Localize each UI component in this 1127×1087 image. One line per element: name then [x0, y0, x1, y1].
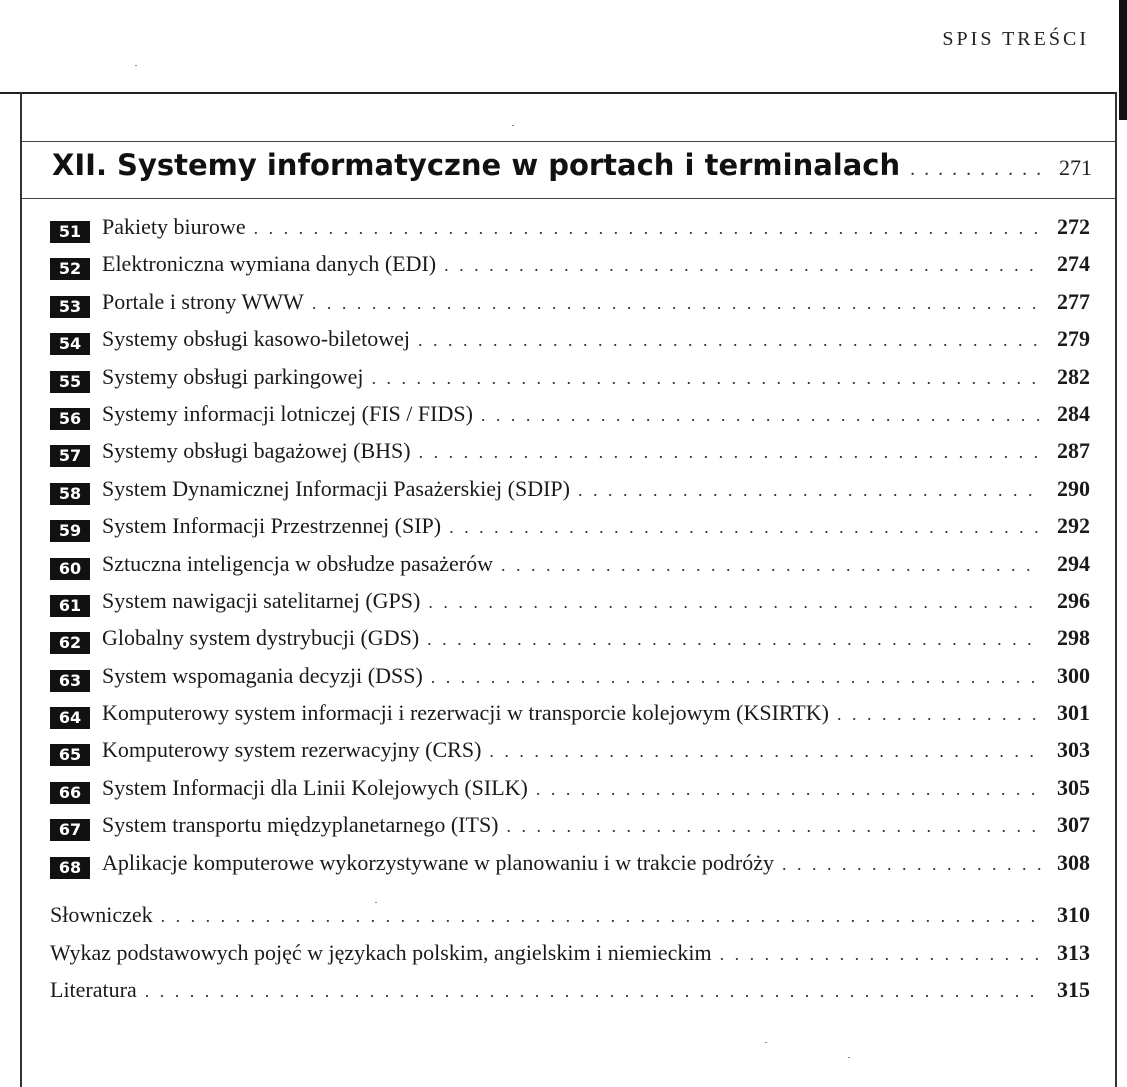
section-number-badge: 63 [50, 670, 90, 692]
scan-speck [135, 65, 137, 66]
toc-entry[interactable] [50, 289, 1090, 326]
section-number-badge: 57 [50, 445, 90, 467]
section-number-badge: 60 [50, 558, 90, 580]
toc-entry-title: System Informacji dla Linii Kolejowych (SILK) [102, 774, 528, 800]
toc-entry[interactable] [50, 476, 1090, 513]
toc-entry-title: Komputerowy system rezerwacyjny (CRS) [102, 737, 482, 763]
toc-entry-page: 300 [1057, 662, 1090, 688]
dot-leader [145, 981, 1042, 1002]
back-matter-title: Wykaz podstawowych pojęć w językach polskim, angielskim i niemieckim [50, 939, 712, 965]
toc-entry-title: System nawigacji satelitarnej (GPS) [102, 587, 421, 613]
toc-entry[interactable] [50, 513, 1090, 550]
dot-leader [489, 741, 1042, 762]
header-rule [0, 92, 1115, 94]
dot-leader [161, 906, 1042, 927]
section-number-badge: 51 [50, 221, 90, 243]
section-number-badge: 58 [50, 483, 90, 505]
section-number-badge: 62 [50, 632, 90, 654]
toc-entry[interactable] [50, 438, 1090, 475]
dot-leader [419, 442, 1042, 463]
back-matter-page: 310 [1057, 902, 1090, 927]
dot-leader [372, 368, 1042, 389]
toc-entry[interactable] [50, 251, 1090, 288]
back-matter-title: Słowniczek [50, 902, 153, 927]
section-number-badge: 52 [50, 258, 90, 280]
toc-entry-title: System transportu międzyplanetarnego (ITS) [102, 812, 499, 838]
dot-leader [536, 779, 1042, 800]
toc-entry[interactable] [50, 625, 1090, 662]
dot-leader [507, 816, 1042, 837]
toc-entry[interactable] [50, 364, 1090, 401]
toc-entry-title: System Informacji Przestrzennej (SIP) [102, 513, 442, 539]
section-number-badge: 67 [50, 819, 90, 841]
chapter-title: XII. Systemy informatyczne w portach i terminalach [52, 148, 901, 182]
scan-speck [512, 125, 514, 126]
dot-leader [428, 592, 1042, 613]
toc-entry-page: 303 [1057, 737, 1090, 763]
toc-entry-page: 290 [1057, 475, 1090, 501]
toc-entry-page: 287 [1057, 438, 1090, 464]
dot-leader [837, 704, 1042, 725]
toc-entry-title: Elektroniczna wymiana danych (EDI) [102, 251, 437, 277]
toc-entry[interactable] [50, 775, 1090, 812]
toc-entry-title: Portale i strony WWW [102, 288, 304, 314]
toc-entry-page: 277 [1057, 288, 1090, 314]
toc-entry[interactable] [50, 551, 1090, 588]
toc-entry-page: 292 [1057, 513, 1090, 539]
section-number-badge: 66 [50, 782, 90, 804]
toc-entry-title: Systemy informacji lotniczej (FIS / FIDS) [102, 400, 473, 426]
section-number-badge: 68 [50, 857, 90, 879]
chapter-page-number: 271 [1059, 155, 1092, 180]
dot-leader [444, 255, 1042, 276]
frame-left-border [20, 92, 22, 1087]
toc-entry-title: Aplikacje komputerowe wykorzystywane w planowaniu i w trakcie podróży [102, 849, 775, 875]
scan-speck [375, 902, 377, 903]
toc-entry-title: Systemy obsługi bagażowej (BHS) [102, 438, 411, 464]
scan-speck [765, 1042, 767, 1043]
running-head: SPIS TREŚCI [942, 28, 1089, 50]
section-number-badge: 56 [50, 408, 90, 430]
toc-entry-page: 307 [1057, 812, 1090, 838]
dot-leader [910, 158, 1049, 181]
dot-leader [720, 944, 1042, 965]
toc-entry[interactable] [50, 588, 1090, 625]
toc-entry-title: Systemy obsługi parkingowej [102, 363, 364, 389]
dot-leader [782, 854, 1042, 875]
toc-entry-page: 284 [1057, 400, 1090, 426]
toc-entry-title: Globalny system dystrybucji (GDS) [102, 625, 420, 651]
toc-entry-title: System Dynamicznej Informacji Pasażerskiej (SDIP) [102, 475, 570, 501]
toc-entry[interactable] [50, 850, 1090, 887]
frame-right-border [1115, 92, 1117, 1087]
toc-entry-page: 279 [1057, 326, 1090, 352]
toc-entry-page: 298 [1057, 625, 1090, 651]
toc-entry-title: Systemy obsługi kasowo-biletowej [102, 326, 410, 352]
dot-leader [481, 405, 1042, 426]
back-matter-title: Literatura [50, 977, 137, 1002]
toc-entry[interactable] [50, 737, 1090, 774]
toc-entries [50, 214, 1090, 887]
toc-entry-title: Pakiety biurowe [102, 214, 246, 239]
section-number-badge: 55 [50, 371, 90, 393]
toc-entry-page: 305 [1057, 774, 1090, 800]
toc-entry[interactable] [50, 214, 1090, 251]
toc-entry-page: 282 [1057, 363, 1090, 389]
dot-leader [501, 555, 1042, 576]
page-edge-shadow [1119, 0, 1127, 120]
toc-entry[interactable] [50, 700, 1090, 737]
back-matter-entry[interactable] [50, 977, 1090, 1015]
toc-entry-page: 274 [1057, 251, 1090, 277]
section-number-badge: 64 [50, 707, 90, 729]
toc-entry[interactable] [50, 663, 1090, 700]
toc-entry-page: 296 [1057, 587, 1090, 613]
toc-entry-title: System wspomagania decyzji (DSS) [102, 662, 423, 688]
toc-entry-page: 301 [1057, 700, 1090, 726]
toc-entry-title: Sztuczna inteligencja w obsłudze pasażerów [102, 550, 493, 576]
scan-speck [848, 1057, 850, 1058]
back-matter-page: 315 [1057, 977, 1090, 1002]
chapter-heading[interactable] [52, 148, 1092, 192]
toc-entry-page: 294 [1057, 550, 1090, 576]
chapter-rule-bottom [22, 198, 1115, 199]
back-matter-entry[interactable] [50, 902, 1090, 940]
toc-entry-page: 272 [1057, 214, 1090, 239]
toc-entry-page: 308 [1057, 849, 1090, 875]
dot-leader [427, 629, 1042, 650]
toc-entry[interactable] [50, 326, 1090, 363]
dot-leader [312, 293, 1042, 314]
chapter-rule-top [22, 141, 1115, 142]
toc-entry[interactable] [50, 812, 1090, 849]
dot-leader [431, 667, 1042, 688]
section-number-badge: 61 [50, 595, 90, 617]
dot-leader [449, 517, 1042, 538]
section-number-badge: 65 [50, 744, 90, 766]
section-number-badge: 53 [50, 296, 90, 318]
back-matter-page: 313 [1057, 939, 1090, 965]
back-matter-entry[interactable] [50, 940, 1090, 978]
toc-entry-title: Komputerowy system informacji i rezerwacji w transporcie kolejowym (KSIRTK) [102, 700, 829, 726]
dot-leader [578, 480, 1042, 501]
dot-leader [418, 330, 1042, 351]
section-number-badge: 54 [50, 333, 90, 355]
section-number-badge: 59 [50, 520, 90, 542]
back-matter-entries [50, 902, 1090, 1015]
toc-entry[interactable] [50, 401, 1090, 438]
dot-leader [254, 218, 1042, 239]
